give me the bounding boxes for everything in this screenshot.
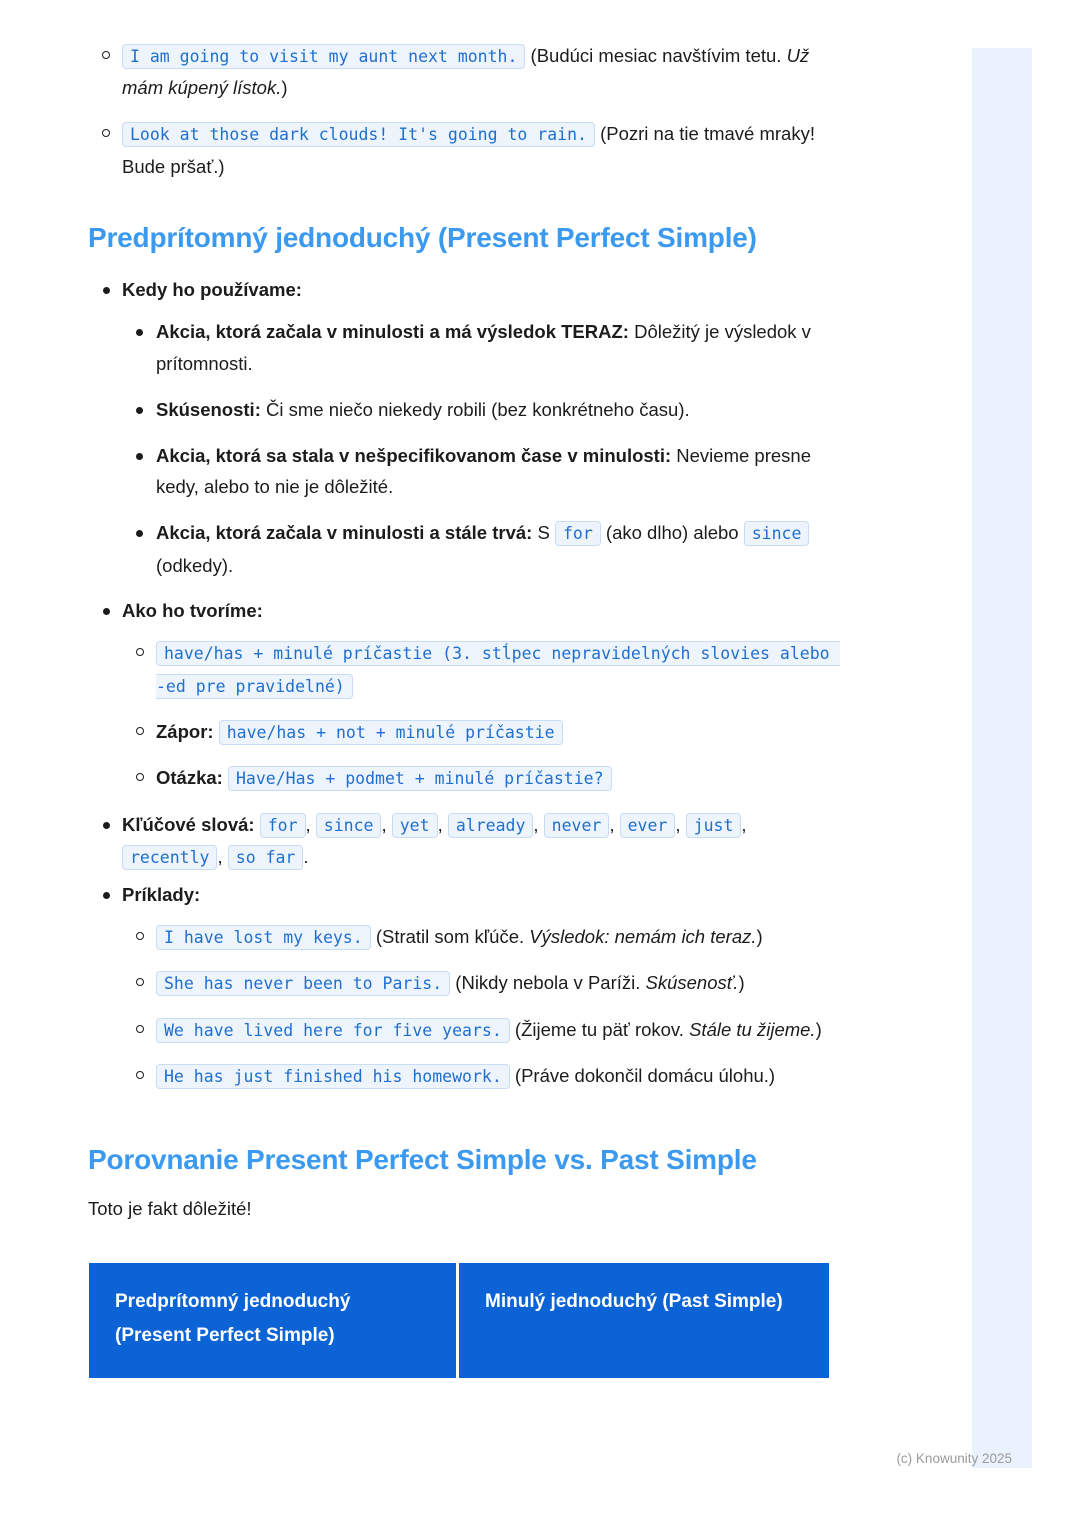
list-item-formation [88, 595, 848, 794]
examples-label: Príklady: [122, 884, 201, 906]
formation-code: have/has + minulé príčastie (3. stĺpec nepravidelných slovies alebo -ed pre pravidelné) [156, 641, 840, 698]
negative-code: have/has + not + minulé príčastie [219, 720, 563, 745]
keyword-chip: already [448, 813, 534, 838]
table-header-cell-past-simple: Minulý jednoduchý (Past Simple) [459, 1263, 829, 1378]
usage-item-text: Dôležitý je výsledok v prítomnosti. [156, 321, 811, 374]
document-content [88, 40, 848, 1379]
present-perfect-list [88, 274, 848, 1092]
section-heading-present-perfect: Predprítomný jednoduchý (Present Perfect Simple) [88, 222, 757, 254]
example-code: I have lost my keys. [156, 925, 371, 950]
list-item-usage [88, 274, 848, 581]
watermark: (c) Knowunity 2025 [896, 1451, 1012, 1466]
question-label: Otázka: [156, 767, 223, 789]
keyword-chip: for [260, 813, 306, 838]
keyword-chip: yet [392, 813, 438, 838]
list-item-keywords [88, 809, 848, 874]
usage-item-title: Skúsenosti: [156, 398, 261, 420]
example-tail: ) [756, 926, 763, 948]
example-tail: ) [815, 1018, 822, 1040]
keyword-separator: , [609, 813, 620, 835]
top-examples-list [88, 40, 848, 182]
list-item [88, 118, 848, 182]
keyword-chip-since: since [744, 521, 810, 546]
list-item [122, 1060, 848, 1092]
keyword-chip: since [316, 813, 382, 838]
example-code: She has never been to Paris. [156, 971, 450, 996]
list-item [122, 716, 848, 748]
example-translation: (Práve dokončil domácu úlohu.) [509, 1065, 776, 1087]
example-code: Look at those dark clouds! It's going to rain. [122, 122, 595, 147]
usage-item-text: Či sme niečo niekedy robili (bez konkrétneho času). [260, 398, 690, 420]
usage-item-title: Akcia, ktorá sa stala v nešpecifikovanom čase v minulosti: [156, 444, 672, 466]
keywords-label: Kľúčové slová: [122, 813, 255, 835]
example-tail: ) [738, 972, 745, 994]
example-note: Stále tu žijeme. [689, 1018, 816, 1040]
example-note: Skúsenosť. [645, 972, 739, 994]
example-code: We have lived here for five years. [156, 1018, 510, 1043]
usage-label: Kedy ho používame: [122, 279, 302, 301]
usage-item-title: Akcia, ktorá začala v minulosti a má výsledok TERAZ: [156, 321, 629, 343]
page-side-strip [972, 48, 1032, 1468]
list-item-examples [88, 879, 848, 1092]
usage-sublist [122, 316, 848, 581]
formation-sublist [122, 637, 848, 794]
usage-item-text: (ako dlho) alebo [600, 522, 744, 544]
example-tail: ) [281, 77, 288, 99]
list-item [122, 967, 848, 999]
usage-item-text: Nevieme presne kedy, alebo to nie je dôležité. [156, 444, 811, 498]
example-translation: (Budúci mesiac navštívim tetu. [525, 45, 787, 66]
list-item [88, 40, 848, 104]
list-item [122, 517, 848, 581]
example-note: Už mám kúpený lístok. [122, 45, 810, 99]
keyword-chip: recently [122, 845, 217, 870]
usage-item-title: Akcia, ktorá začala v minulosti a stále trvá: [156, 522, 533, 544]
keyword-chip: so far [228, 845, 304, 870]
comparison-table [88, 1262, 830, 1379]
keyword-chip: just [686, 813, 742, 838]
usage-item-text: (odkedy). [156, 554, 234, 576]
list-item [122, 762, 848, 794]
list-item [122, 440, 848, 504]
keyword-separator: . [303, 845, 309, 867]
keyword-chip: never [544, 813, 610, 838]
example-translation: (Nikdy nebola v Paríži. [450, 972, 646, 994]
keyword-separator: , [305, 813, 316, 835]
examples-sublist [122, 921, 848, 1092]
list-item [122, 921, 848, 953]
keyword-separator: , [437, 813, 448, 835]
list-item [122, 316, 848, 380]
example-translation: (Žijeme tu päť rokov. [509, 1018, 690, 1040]
comparison-note: Toto je fakt dôležité! [88, 1198, 252, 1220]
negative-label: Zápor: [156, 720, 214, 742]
example-translation: (Pozri na tie tmavé mraky! Bude pršať.) [122, 123, 815, 177]
keyword-separator: , [381, 813, 392, 835]
example-code: I am going to visit my aunt next month. [122, 44, 525, 69]
list-item [122, 637, 848, 702]
keyword-chip: ever [620, 813, 676, 838]
question-code: Have/Has + podmet + minulé príčastie? [228, 766, 612, 791]
keyword-separator: , [675, 813, 686, 835]
list-item [122, 394, 848, 426]
keyword-separator: , [533, 813, 544, 835]
list-item [122, 1014, 848, 1046]
section-heading-comparison: Porovnanie Present Perfect Simple vs. Past Simple [88, 1144, 757, 1176]
table-header-cell-present-perfect: Predprítomný jednoduchý (Present Perfect Simple) [89, 1263, 459, 1378]
keyword-chip-for: for [555, 521, 601, 546]
usage-item-text: S [532, 522, 555, 544]
keyword-separator: , [217, 845, 228, 867]
example-note: Výsledok: nemám ich teraz. [529, 926, 757, 948]
example-code: He has just finished his homework. [156, 1064, 510, 1089]
example-translation: (Stratil som kľúče. [370, 926, 530, 948]
formation-label: Ako ho tvoríme: [122, 600, 263, 622]
keyword-separator: , [741, 813, 747, 835]
